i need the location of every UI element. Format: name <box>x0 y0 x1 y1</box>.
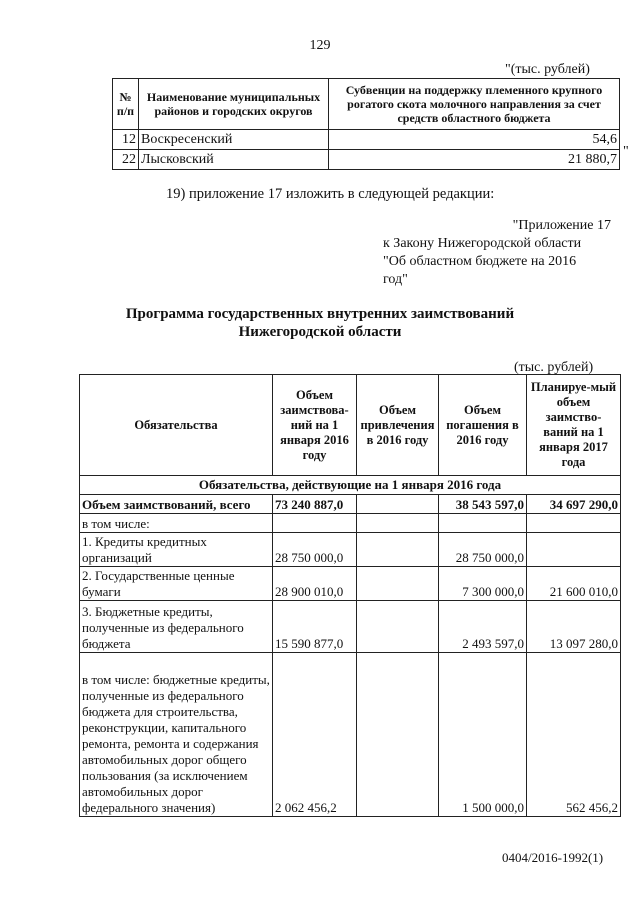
header-repayment-2016: Объем погашения в 2016 году <box>439 375 527 476</box>
table1-header-num: № п/п <box>113 79 139 130</box>
section-row <box>80 476 621 495</box>
row-c3 <box>357 601 439 653</box>
row-c2: 28 750 000,0 <box>273 533 357 567</box>
row-name: Воскресенский <box>139 130 329 150</box>
row-label: в том числе: <box>80 514 273 533</box>
row-c5 <box>527 533 621 567</box>
section-title: Обязательства, действующие на 1 января 2016 года <box>80 476 621 495</box>
table2-header-row <box>80 375 621 476</box>
row-label: Объем заимствований, всего <box>80 495 273 514</box>
header-volume-jan-2016: Объем заимствова-ний на 1 января 2016 году <box>273 375 357 476</box>
document-code: 0404/2016-1992(1) <box>502 850 604 865</box>
row-c4: 2 493 597,0 <box>439 601 527 653</box>
table-row <box>113 150 620 170</box>
table-row <box>80 533 621 567</box>
row-label: в том числе: бюджетные кредиты, полученные из федерального бюджета для строительства, реконструкции, капитального ремонта, ремонта и содержания автомобильных дорог общего пользования (за исключением автомобильных дорог федерального значения) <box>80 653 273 817</box>
closing-quote: " <box>623 144 629 159</box>
row-c2: 2 062 456,2 <box>273 653 357 817</box>
table1-units: "(тыс. рублей) <box>505 62 590 77</box>
row-c5 <box>527 514 621 533</box>
row-c5: 13 097 280,0 <box>527 601 621 653</box>
table2-units: (тыс. рублей) <box>514 360 594 375</box>
row-c5: 34 697 290,0 <box>527 495 621 514</box>
row-name: Лысковский <box>139 150 329 170</box>
row-c4: 1 500 000,0 <box>439 653 527 817</box>
appendix-line-4: год" <box>383 272 408 287</box>
borrowing-program-table <box>79 374 621 817</box>
row-c3 <box>357 533 439 567</box>
row-num: 12 <box>113 130 139 150</box>
row-c4 <box>439 514 527 533</box>
row-value: 21 880,7 <box>329 150 620 170</box>
row-c2: 15 590 877,0 <box>273 601 357 653</box>
row-c3 <box>357 495 439 514</box>
row-c2 <box>273 514 357 533</box>
table-row <box>113 130 620 150</box>
row-label: 3. Бюджетные кредиты, полученные из федерального бюджета <box>80 601 273 653</box>
table1-header-subsidy: Субвенции на поддержку племенного крупного рогатого скота молочного направления за счет средств областного бюджета <box>329 79 620 130</box>
row-c5: 21 600 010,0 <box>527 567 621 601</box>
table-row <box>80 653 621 817</box>
row-num: 22 <box>113 150 139 170</box>
header-planned-jan-2017: Планируе-мый объем заимство-ваний на 1 января 2017 года <box>527 375 621 476</box>
row-c4: 38 543 597,0 <box>439 495 527 514</box>
program-title-line-1: Программа государственных внутренних заимствований <box>125 306 515 322</box>
table1-header-row <box>113 79 620 130</box>
header-obligations: Обязательства <box>80 375 273 476</box>
appendix-line-2: к Закону Нижегородской области <box>383 236 582 251</box>
row-c2: 73 240 887,0 <box>273 495 357 514</box>
row-c3 <box>357 653 439 817</box>
table-row <box>80 567 621 601</box>
table1-header-name: Наименование муниципальных районов и городских округов <box>139 79 329 130</box>
table-row <box>80 514 621 533</box>
row-c3 <box>357 514 439 533</box>
appendix-line-1: "Приложение 17 <box>512 218 611 233</box>
row-c3 <box>357 567 439 601</box>
row-label: 1. Кредиты кредитных организаций <box>80 533 273 567</box>
page-number: 129 <box>309 38 331 53</box>
header-attraction-2016: Объем привлечения в 2016 году <box>357 375 439 476</box>
appendix-line-3: "Об областном бюджете на 2016 <box>383 254 577 269</box>
row-c4: 7 300 000,0 <box>439 567 527 601</box>
row-c4: 28 750 000,0 <box>439 533 527 567</box>
table-row <box>80 495 621 514</box>
row-label: 2. Государственные ценные бумаги <box>80 567 273 601</box>
table-row <box>80 601 621 653</box>
program-title-line-2: Нижегородской области <box>238 324 402 340</box>
row-value: 54,6 <box>329 130 620 150</box>
subsidy-table <box>112 78 620 170</box>
row-c5: 562 456,2 <box>527 653 621 817</box>
row-c2: 28 900 010,0 <box>273 567 357 601</box>
amendment-paragraph: 19) приложение 17 изложить в следующей редакции: <box>166 186 495 202</box>
